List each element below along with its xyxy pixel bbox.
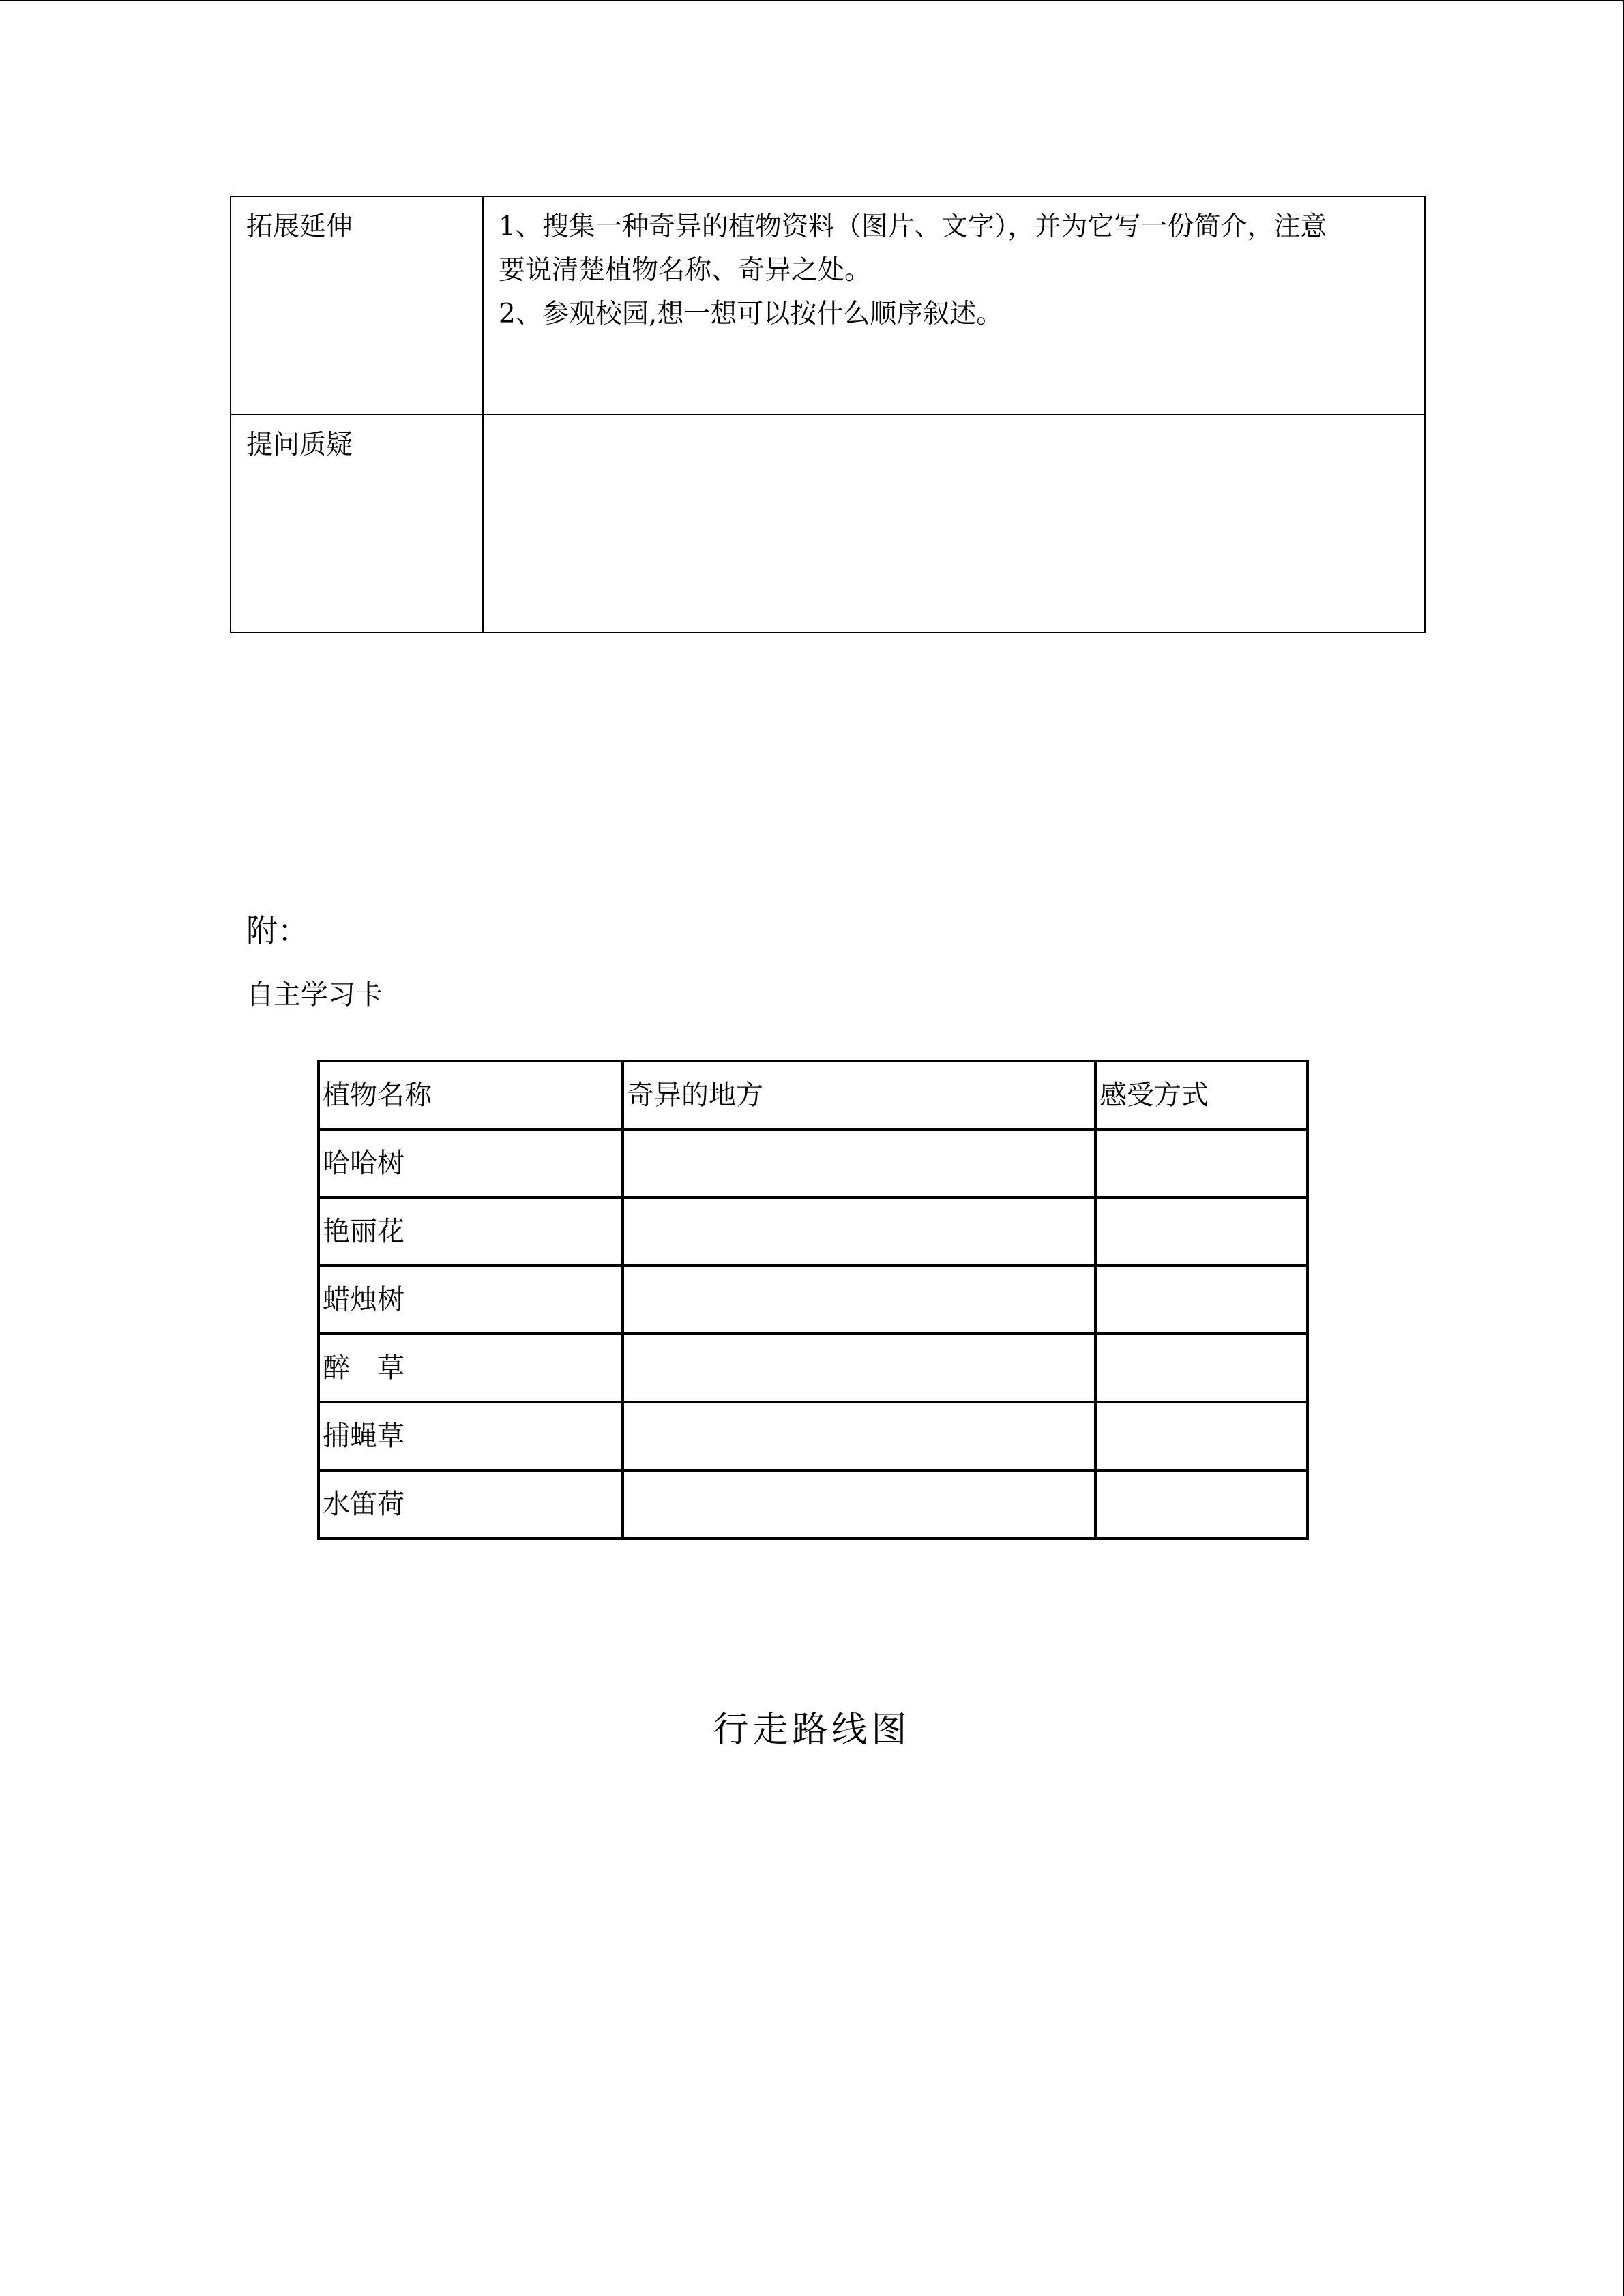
perception-cell[interactable] — [1095, 1197, 1308, 1266]
study-card-title: 自主学习卡 — [246, 979, 383, 1011]
perception-cell[interactable] — [1095, 1129, 1308, 1197]
strange-feature-cell[interactable] — [623, 1470, 1095, 1538]
extension-table — [230, 196, 1426, 633]
table-row — [319, 1197, 1308, 1266]
table-row — [319, 1266, 1308, 1334]
table-row — [319, 1402, 1308, 1470]
column-header-strange-feature: 奇异的地方 — [623, 1061, 1095, 1129]
table-row — [231, 196, 1425, 415]
table-row — [319, 1129, 1308, 1197]
plant-table — [317, 1060, 1309, 1540]
table-row — [319, 1334, 1308, 1402]
plant-name-cell: 蜡烛树 — [319, 1266, 623, 1334]
content-line: 1、搜集一种奇异的植物资料（图片、文字），并为它写一份简介，注意 — [499, 211, 1327, 242]
table-row — [231, 415, 1425, 633]
plant-name-cell: 艳丽花 — [319, 1197, 623, 1266]
route-map-title: 行走路线图 — [713, 1710, 911, 1750]
strange-feature-cell[interactable] — [623, 1334, 1095, 1402]
perception-cell[interactable] — [1095, 1266, 1308, 1334]
plant-name-cell: 水笛荷 — [319, 1470, 623, 1538]
strange-feature-cell[interactable] — [623, 1129, 1095, 1197]
perception-cell[interactable] — [1095, 1402, 1308, 1470]
page-top-border — [0, 0, 1624, 1]
content-line: 2、参观校园,想一想可以按什么顺序叙述。 — [499, 299, 1003, 329]
plant-name-cell: 醉 草 — [319, 1334, 623, 1402]
perception-cell[interactable] — [1095, 1470, 1308, 1538]
plant-name-cell: 哈哈树 — [319, 1129, 623, 1197]
strange-feature-cell[interactable] — [623, 1402, 1095, 1470]
questions-content[interactable] — [483, 415, 1425, 633]
column-header-plant-name: 植物名称 — [319, 1061, 623, 1129]
row-label-extension: 拓展延伸 — [231, 196, 483, 415]
plant-name-cell: 捕蝇草 — [319, 1402, 623, 1470]
column-header-perception: 感受方式 — [1095, 1061, 1308, 1129]
extension-content — [483, 196, 1425, 415]
table-header-row — [319, 1061, 1308, 1129]
row-label-questions: 提问质疑 — [231, 415, 483, 633]
strange-feature-cell[interactable] — [623, 1266, 1095, 1334]
perception-cell[interactable] — [1095, 1334, 1308, 1402]
strange-feature-cell[interactable] — [623, 1197, 1095, 1266]
appendix-heading: 附： — [246, 912, 309, 949]
content-line: 要说清楚植物名称、奇异之处。 — [499, 255, 872, 286]
table-row — [319, 1470, 1308, 1538]
